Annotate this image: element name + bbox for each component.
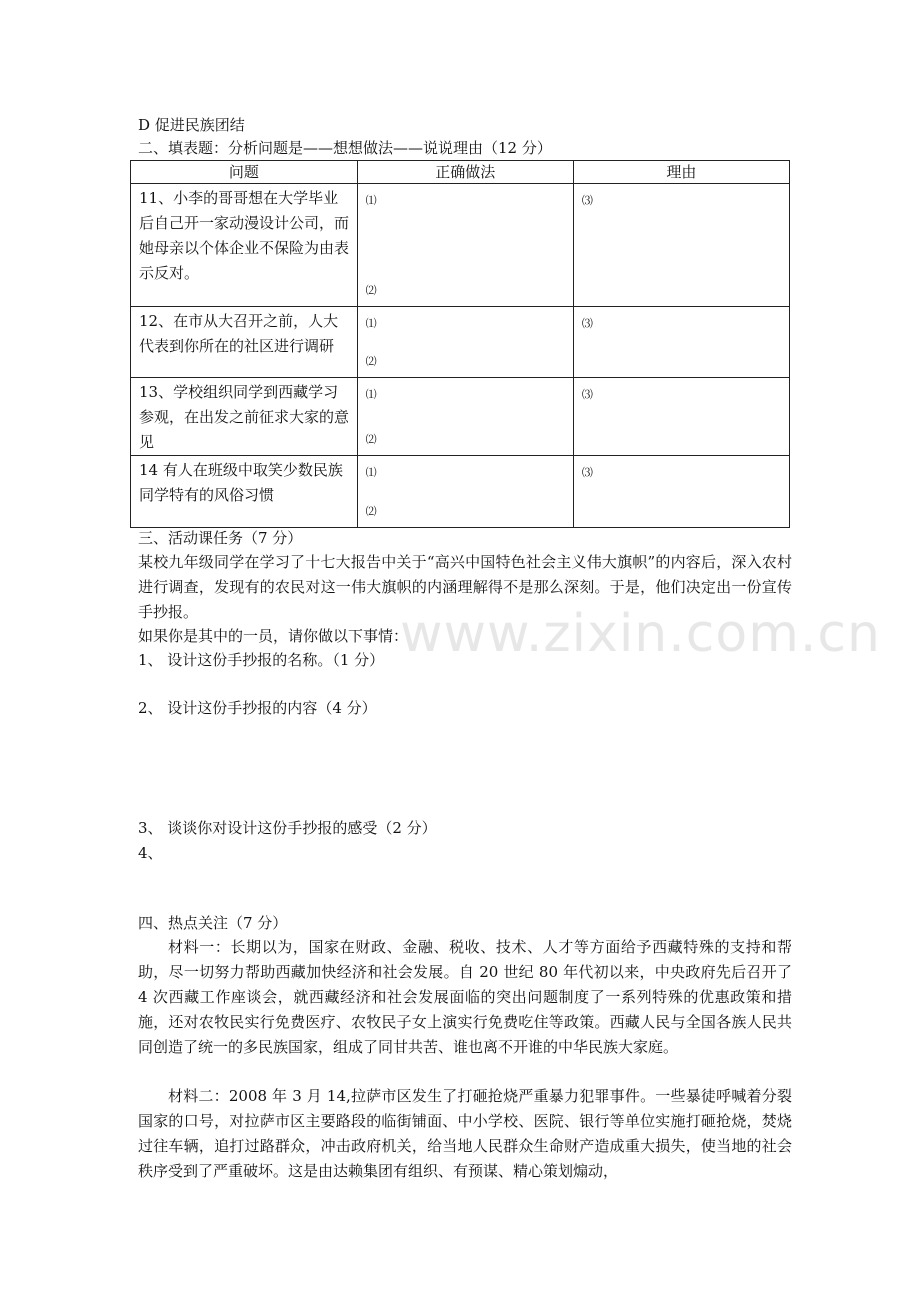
question-cell: 14 有人在班级中取笑少数民族同学特有的风俗习惯 <box>131 456 358 528</box>
section3-title: 三、活动课任务（7 分） <box>138 529 303 547</box>
table-header-row <box>131 161 790 184</box>
header-correct-method: 正确做法 <box>357 161 573 184</box>
section3-paragraph: 某校九年级同学在学习了十七大报告中关于“高兴中国特色社会主义伟大旗帜”的内容后，深入农村进行调查，发现有的农民对这一伟大旗帜的内涵理解得不是那么深刻。于是，他们决定出一份宣传手抄报。 <box>138 553 792 621</box>
material-2: 材料二：2008 年 3 月 14,拉萨市区发生了打砸抢烧严重暴力犯罪事件。一些暴徒呼喊着分裂国家的口号，对拉萨市区主要路段的临街铺面、中小学校、医院、银行等单位实施打砸抢烧，焚烧过往车辆，追打过路群众，冲击政府机关，给当地人民群众生命财产造成重大损失，使当地的社会秩序受到了严重破坏。这是由达赖集团有组织、有预谋、精心策划煽动， <box>138 1087 792 1180</box>
mark-1: ⑴ <box>365 317 377 330</box>
material-1: 材料一：长期以为，国家在财政、金融、税收、技术、人才等方面给予西藏特殊的支持和帮助，尽一切努力帮助西藏加快经济和社会发展。自 20 世纪 80 年代初以来，中央政府先后召开了 4 次西藏工作座谈会，就西藏经济和社会发展面临的突出问题制度了一系列特殊的优惠政策和措施，还对农牧民实行免费医疗、农牧民子女上演实行免费吃住等政策。西藏人民与全国各族人民共同创造了统一的多民族国家，组成了同甘共苦、谁也离不开谁的中华民族大家庭。 <box>138 938 792 1056</box>
header-question: 问题 <box>131 161 358 184</box>
reason-cell[interactable] <box>573 456 789 528</box>
option-d-text: D 促进民族团结 <box>138 116 245 134</box>
mark-3: ⑶ <box>581 317 593 330</box>
question-cell: 13、学校组织同学到西藏学习参观，在出发之前征求大家的意见 <box>131 378 358 456</box>
section4-title: 四、热点关注（7 分） <box>138 914 288 932</box>
mark-1: ⑴ <box>365 194 377 207</box>
question-cell: 12、在市从大召开之前，人大代表到你所在的社区进行调研 <box>131 307 358 378</box>
reason-cell[interactable] <box>573 184 789 307</box>
task-4: 4、 <box>138 844 163 862</box>
task-2: 2、 设计这份手抄报的内容（4 分） <box>138 699 377 717</box>
task-1: 1、 设计这份手抄报的名称。（1 分） <box>138 651 385 669</box>
reason-cell[interactable] <box>573 378 789 456</box>
table-row <box>131 378 790 456</box>
answer-cell[interactable] <box>357 378 573 456</box>
mark-1: ⑴ <box>365 466 377 479</box>
watermark: www.zixin.com.cn <box>400 604 881 664</box>
mark-2: ⑵ <box>365 284 377 297</box>
task-3: 3、 谈谈你对设计这份手抄报的感受（2 分） <box>138 819 437 837</box>
table-row <box>131 307 790 378</box>
mark-3: ⑶ <box>581 466 593 479</box>
section2-title: 二、填表题：分析问题是——想想做法——说说理由（12 分） <box>138 139 552 157</box>
section3-instruction: 如果你是其中的一员，请你做以下事情： <box>138 627 409 645</box>
mark-2: ⑵ <box>365 505 377 518</box>
answer-cell[interactable] <box>357 456 573 528</box>
analysis-table <box>130 160 790 528</box>
mark-3: ⑶ <box>581 388 593 401</box>
table-row <box>131 456 790 528</box>
question-cell: 11、小李的哥哥想在大学毕业后自己开一家动漫设计公司，而她母亲以个体企业不保险为由表示反对。 <box>131 184 358 307</box>
answer-cell[interactable] <box>357 184 573 307</box>
mark-3: ⑶ <box>581 194 593 207</box>
answer-cell[interactable] <box>357 307 573 378</box>
header-reason: 理由 <box>573 161 789 184</box>
table-row <box>131 184 790 307</box>
reason-cell[interactable] <box>573 307 789 378</box>
mark-1: ⑴ <box>365 388 377 401</box>
mark-2: ⑵ <box>365 355 377 368</box>
mark-2: ⑵ <box>365 433 377 446</box>
